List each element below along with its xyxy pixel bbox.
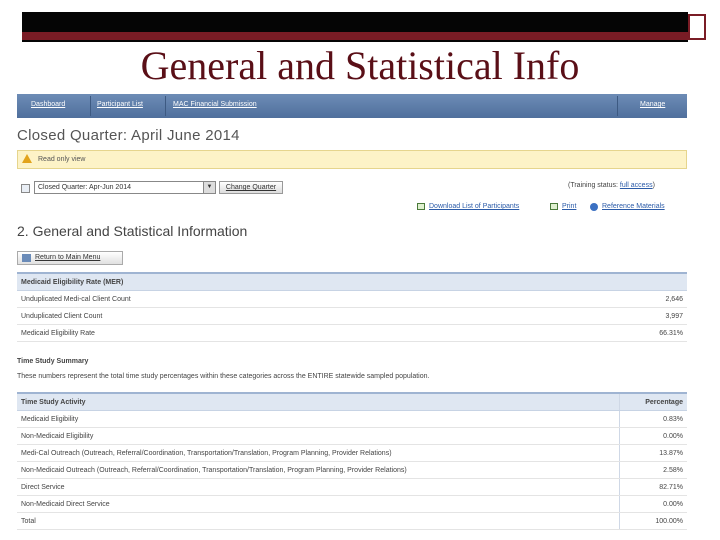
training-status bbox=[568, 182, 655, 189]
row-label: Medicaid Eligibility Rate bbox=[21, 330, 95, 337]
portal-screenshot bbox=[17, 94, 687, 534]
row-value: 13.87% bbox=[659, 450, 683, 457]
activity-column-header: Time Study Activity bbox=[21, 399, 86, 406]
nav-divider bbox=[90, 96, 91, 116]
reference-materials-link[interactable]: Reference Materials bbox=[602, 203, 665, 210]
calendar-icon bbox=[21, 184, 30, 193]
row-label: Unduplicated Medi-cal Client Count bbox=[21, 296, 131, 303]
column-divider bbox=[619, 462, 620, 478]
row-value: 3,997 bbox=[665, 313, 683, 320]
read-only-notice bbox=[17, 150, 687, 169]
nav-mac-financial-submission[interactable]: MAC Financial Submission bbox=[173, 101, 257, 108]
table-row bbox=[17, 428, 687, 445]
row-label: Non-Medicaid Eligibility bbox=[21, 433, 94, 440]
table-row bbox=[17, 445, 687, 462]
column-divider bbox=[619, 479, 620, 495]
read-only-text: Read only view bbox=[38, 156, 86, 163]
training-status-close: ) bbox=[652, 182, 655, 189]
print-icon bbox=[550, 203, 558, 210]
quarter-select-value: Closed Quarter: Apr-Jun 2014 bbox=[38, 184, 131, 191]
eligibility-table bbox=[17, 272, 687, 342]
download-icon bbox=[417, 203, 425, 210]
column-divider bbox=[619, 496, 620, 512]
row-label: Medi-Cal Outreach (Outreach, Referral/Coordination, Transportation/Translation, Program Planning, Provider Relations) bbox=[21, 450, 392, 457]
column-divider bbox=[619, 428, 620, 444]
section-heading: 2. General and Statistical Information bbox=[17, 223, 248, 239]
column-divider bbox=[619, 394, 620, 410]
top-navigation bbox=[17, 94, 687, 118]
info-icon bbox=[590, 203, 598, 211]
table-row bbox=[17, 462, 687, 479]
quarter-select[interactable] bbox=[34, 181, 216, 194]
time-study-title: Time Study Summary bbox=[17, 358, 89, 365]
row-value: 0.00% bbox=[663, 501, 683, 508]
table-row bbox=[17, 411, 687, 428]
slide-corner-box bbox=[688, 14, 706, 40]
row-value: 2,646 bbox=[665, 296, 683, 303]
row-label: Non-Medicaid Direct Service bbox=[21, 501, 110, 508]
table-row bbox=[17, 308, 687, 325]
warning-icon bbox=[22, 154, 32, 163]
table-row bbox=[17, 496, 687, 513]
row-value: 0.83% bbox=[663, 416, 683, 423]
download-participants-link[interactable]: Download List of Participants bbox=[429, 203, 520, 210]
row-value: 0.00% bbox=[663, 433, 683, 440]
slide-accent-stripe bbox=[22, 32, 688, 40]
nav-divider bbox=[617, 96, 618, 116]
training-status-link[interactable]: full access bbox=[619, 182, 653, 189]
return-to-main-menu-button[interactable] bbox=[17, 251, 123, 265]
nav-dashboard[interactable]: Dashboard bbox=[31, 101, 66, 108]
table-row bbox=[17, 325, 687, 342]
training-status-label: (Training status: bbox=[568, 182, 618, 189]
nav-divider bbox=[165, 96, 166, 116]
change-quarter-button[interactable]: Change Quarter bbox=[219, 181, 283, 194]
table-row bbox=[17, 479, 687, 496]
print-link[interactable]: Print bbox=[562, 203, 577, 210]
row-value: 82.71% bbox=[659, 484, 683, 491]
percentage-column-header: Percentage bbox=[645, 399, 683, 406]
column-divider bbox=[619, 411, 620, 427]
table-header bbox=[17, 274, 687, 291]
column-divider bbox=[619, 445, 620, 461]
page-heading: Closed Quarter: April June 2014 bbox=[17, 127, 240, 144]
table-row bbox=[17, 513, 687, 530]
home-icon bbox=[22, 254, 31, 262]
table-header bbox=[17, 394, 687, 411]
row-value: 2.58% bbox=[663, 467, 683, 474]
nav-participant-list[interactable]: Participant List bbox=[97, 101, 143, 108]
row-label: Non-Medicaid Outreach (Outreach, Referral/Coordination, Transportation/Translation, Program Planning, Provider Relations) bbox=[21, 467, 407, 474]
row-label: Total bbox=[21, 518, 36, 525]
table-row bbox=[17, 291, 687, 308]
nav-manage[interactable]: Manage bbox=[640, 101, 666, 108]
row-value: 66.31% bbox=[659, 330, 683, 337]
column-divider bbox=[619, 513, 620, 529]
eligibility-header: Medicaid Eligibility Rate (MER) bbox=[21, 279, 124, 286]
chevron-down-icon[interactable]: ▼ bbox=[203, 182, 215, 193]
row-label: Unduplicated Client Count bbox=[21, 313, 103, 320]
slide-title: General and Statistical Info bbox=[140, 43, 580, 88]
time-study-description: These numbers represent the total time study percentages within these categories across the ENTIRE statewide sampled population. bbox=[17, 373, 430, 380]
row-value: 100.00% bbox=[655, 518, 683, 525]
row-label: Medicaid Eligibility bbox=[21, 416, 79, 423]
time-study-table bbox=[17, 392, 687, 530]
row-label: Direct Service bbox=[21, 484, 65, 491]
return-button-label: Return to Main Menu bbox=[35, 254, 101, 261]
